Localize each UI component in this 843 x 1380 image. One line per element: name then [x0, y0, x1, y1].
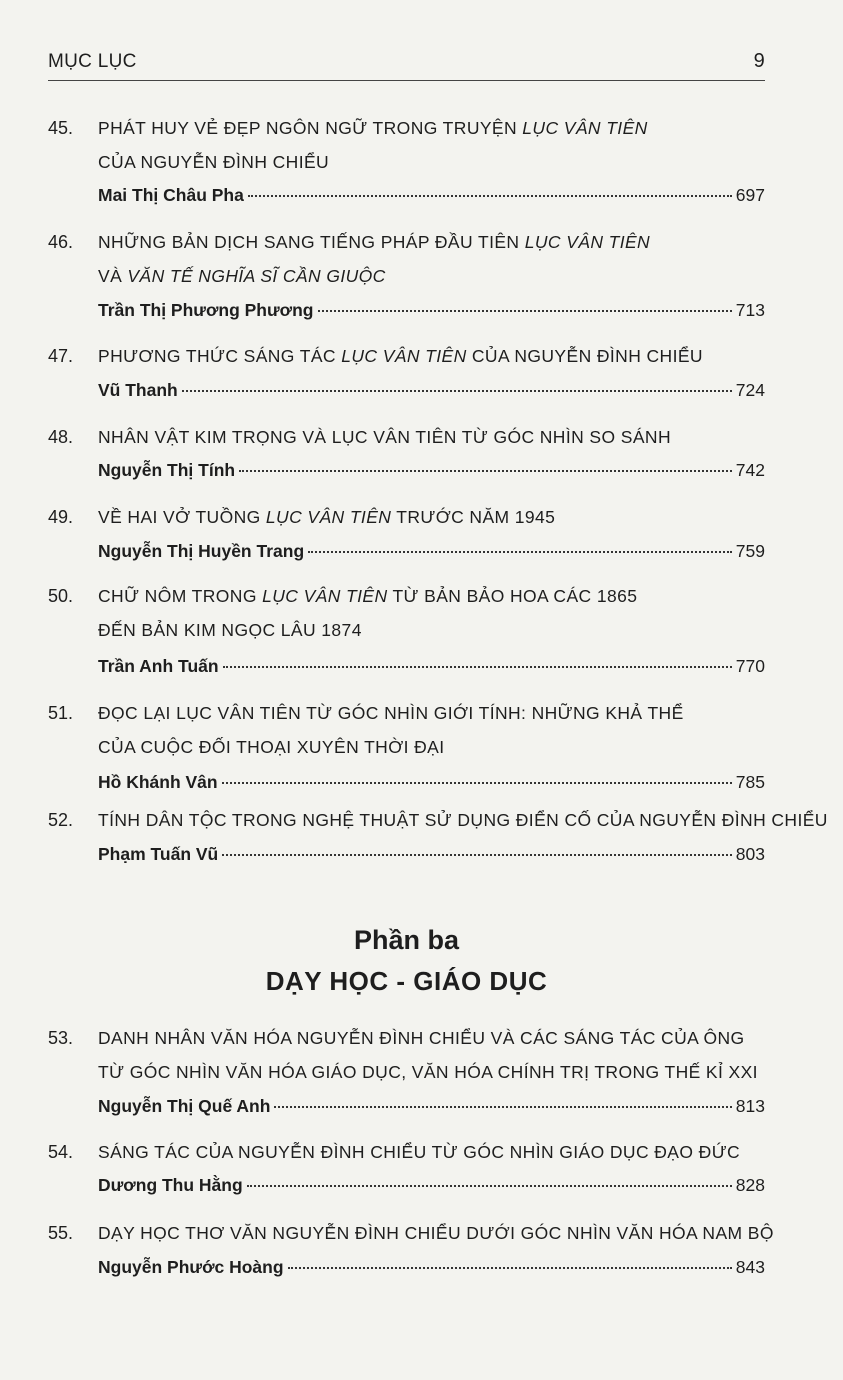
author-row [98, 185, 765, 206]
entry-page-number: 785 [735, 772, 765, 792]
entry-title-line [98, 737, 765, 758]
entry-title-text: NHỮNG BẢN DỊCH SANG TIẾNG PHÁP ĐẦU TIÊN [98, 232, 525, 252]
entry-number: 47. [48, 346, 74, 366]
entry-title-text: ĐẾN BẢN KIM NGỌC LÂU 1874 [98, 620, 362, 640]
entry-author: Mai Thị Châu Pha [98, 185, 244, 205]
entry-number: 46. [48, 232, 74, 252]
entry-title-text: TỪ BẢN BẢO HOA CÁC 1865 [387, 586, 638, 606]
author-row [98, 1257, 765, 1278]
entry-page-number: 724 [735, 380, 765, 400]
author-row [98, 541, 765, 562]
part-label: Phần ba [353, 925, 460, 955]
work-title-italic: VĂN TẾ NGHĨA SĨ CẦN GIUỘC [127, 266, 386, 286]
author-row [98, 656, 765, 677]
entry-number: 51. [48, 703, 74, 723]
dot-leader [223, 666, 732, 668]
entry-title-line [98, 1142, 765, 1163]
entry-title-line [98, 232, 765, 253]
entry-page-number: 697 [735, 185, 765, 205]
entry-title-line [98, 1028, 765, 1049]
entry-number: 52. [48, 810, 74, 830]
entry-author: Phạm Tuấn Vũ [98, 844, 219, 864]
entry-title-text: CỦA NGUYỄN ĐÌNH CHIỂU [98, 152, 330, 172]
entry-title-text: DẠY HỌC THƠ VĂN NGUYỄN ĐÌNH CHIỂU DƯỚI GÓC NHÌN VĂN HÓA NAM BỘ [98, 1223, 774, 1243]
entry-author: Nguyễn Thị Quế Anh [98, 1096, 271, 1116]
entry-page-number: 759 [735, 541, 765, 561]
entry-title-text: PHƯƠNG THỨC SÁNG TÁC [98, 346, 342, 366]
entry-title-line [98, 118, 765, 139]
author-row [98, 1096, 765, 1117]
entry-title-line [98, 266, 765, 287]
entry-title-line [98, 810, 828, 831]
author-row [98, 844, 765, 865]
work-title-italic: LỤC VÂN TIÊN [341, 346, 467, 366]
dot-leader [182, 390, 732, 392]
dot-leader [239, 470, 732, 472]
entry-author: Nguyễn Thị Huyền Trang [98, 541, 305, 561]
entry-title-line [98, 507, 765, 528]
work-title-italic: LỤC VÂN TIÊN [522, 118, 648, 138]
dot-leader [318, 310, 732, 312]
running-header [48, 50, 765, 73]
header-title: MỤC LỤC [48, 51, 137, 72]
work-title-italic: LỤC VÂN TIÊN [265, 507, 392, 527]
entry-title-text: ĐỌC LẠI LỤC VÂN TIÊN TỪ GÓC NHÌN GIỚI TÍNH: NHỮNG KHẢ THỂ [98, 703, 684, 723]
entry-number: 55. [48, 1223, 74, 1243]
entry-title-line [98, 703, 765, 724]
dot-leader [308, 551, 732, 553]
entry-number: 53. [48, 1028, 74, 1048]
header-rule [48, 80, 765, 81]
entry-number: 54. [48, 1142, 74, 1162]
entry-author: Nguyễn Phước Hoàng [98, 1257, 284, 1277]
entry-title-line [98, 346, 765, 367]
entry-page-number: 813 [735, 1096, 765, 1116]
entry-title-line [98, 620, 765, 641]
entry-number: 49. [48, 507, 74, 527]
entry-page-number: 713 [735, 300, 765, 320]
dot-leader [288, 1267, 732, 1269]
entry-title-line [98, 1223, 774, 1244]
entry-title-text: CỦA NGUYỄN ĐÌNH CHIỂU [466, 346, 703, 366]
dot-leader [274, 1106, 731, 1108]
entry-page-number: 742 [735, 460, 765, 480]
entry-page-number: 843 [735, 1257, 765, 1277]
entry-number: 50. [48, 586, 74, 606]
page-number: 9 [753, 50, 765, 72]
entry-author: Vũ Thanh [98, 380, 178, 400]
author-row [98, 1175, 765, 1196]
entry-title-text: CHỮ NÔM TRONG [98, 586, 263, 606]
dot-leader [248, 195, 732, 197]
entry-title-text: TÍNH DÂN TỘC TRONG NGHỆ THUẬT SỬ DỤNG ĐIỂN CỐ CỦA NGUYỄN ĐÌNH CHIỂU [98, 810, 828, 830]
entry-title-text: TỪ GÓC NHÌN VĂN HÓA GIÁO DỤC, VĂN HÓA CHÍNH TRỊ TRONG THẾ KỈ XXI [98, 1062, 758, 1082]
entry-author: Trần Anh Tuấn [98, 656, 219, 676]
entry-title-line [98, 586, 765, 607]
work-title-italic: LỤC VÂN TIÊN [262, 586, 388, 606]
entry-page-number: 770 [735, 656, 765, 676]
entry-title-text: DANH NHÂN VĂN HÓA NGUYỄN ĐÌNH CHIỂU VÀ CÁC SÁNG TÁC CỦA ÔNG [98, 1028, 745, 1048]
entry-page-number: 803 [735, 844, 765, 864]
author-row [98, 772, 765, 793]
entry-title-text: VÀ [98, 266, 128, 286]
part-title: DẠY HỌC - GIÁO DỤC [265, 966, 548, 996]
work-title-italic: LỤC VÂN TIÊN [524, 232, 651, 252]
entry-number: 45. [48, 118, 74, 138]
entry-author: Dương Thu Hằng [98, 1175, 243, 1195]
entry-author: Trần Thị Phương Phương [98, 300, 314, 320]
entry-title-text: SÁNG TÁC CỦA NGUYỄN ĐÌNH CHIỂU TỪ GÓC NHÌN GIÁO DỤC ĐẠO ĐỨC [98, 1142, 741, 1162]
entry-page-number: 828 [735, 1175, 765, 1195]
dot-leader [247, 1185, 732, 1187]
entry-author: Hồ Khánh Vân [98, 772, 218, 792]
author-row [98, 460, 765, 481]
author-row [98, 300, 765, 321]
entry-title-text: CỦA CUỘC ĐỐI THOẠI XUYÊN THỜI ĐẠI [98, 737, 445, 757]
entry-title-line [98, 427, 765, 448]
entry-title-text: PHÁT HUY VẺ ĐẸP NGÔN NGỮ TRONG TRUYỆN [98, 118, 523, 138]
author-row [98, 380, 765, 401]
dot-leader [222, 854, 732, 856]
entry-title-text: TRƯỚC NĂM 1945 [391, 507, 556, 527]
entry-number: 48. [48, 427, 74, 447]
entry-title-line [98, 1062, 765, 1083]
entry-title-line [98, 152, 765, 173]
entry-title-text: NHÂN VẬT KIM TRỌNG VÀ LỤC VÂN TIÊN TỪ GÓC NHÌN SO SÁNH [98, 427, 671, 447]
dot-leader [222, 782, 732, 784]
entry-title-text: VỀ HAI VỞ TUỒNG [98, 507, 266, 527]
entry-author: Nguyễn Thị Tính [98, 460, 236, 480]
